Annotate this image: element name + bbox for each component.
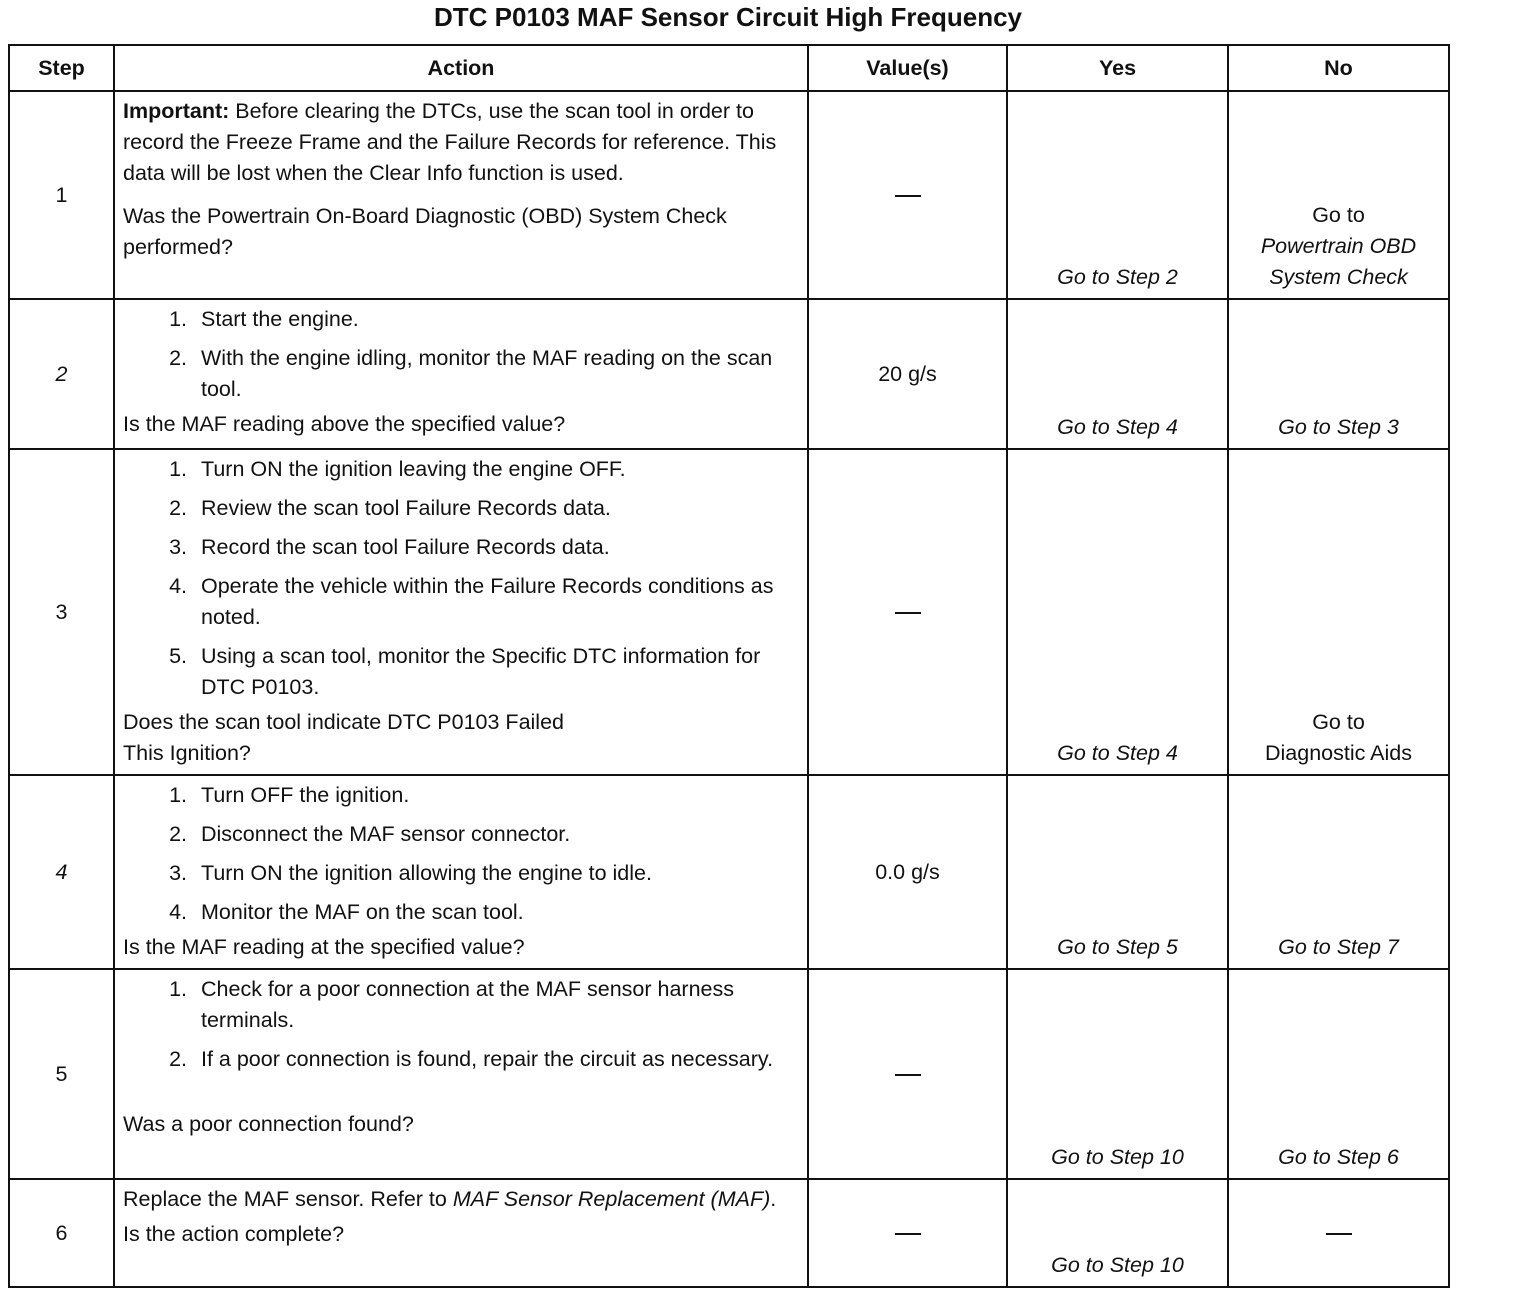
- header-action: Action: [114, 45, 808, 91]
- action-step: 2. With the engine idling, monitor the MAF reading on the scan tool.: [193, 343, 799, 405]
- no-cell[interactable]: [1228, 449, 1449, 775]
- action-steps: [123, 974, 799, 1075]
- no-prefix: Go to: [1312, 203, 1365, 227]
- action-step: 3. Turn ON the ignition allowing the engine to idle.: [193, 858, 799, 889]
- table-row: [9, 775, 1449, 969]
- table-row: [9, 299, 1449, 449]
- value-cell: [808, 91, 1007, 299]
- action-step: 2. If a poor connection is found, repair the circuit as necessary.: [193, 1044, 799, 1075]
- no-cell: [1228, 1179, 1449, 1287]
- step-number: 1: [9, 91, 114, 299]
- diagnostic-table: [8, 44, 1450, 1288]
- spacer: [123, 1077, 799, 1105]
- action-step: 2. Review the scan tool Failure Records data.: [193, 493, 799, 524]
- action-suffix: .: [770, 1187, 777, 1211]
- table-header-row: [9, 45, 1449, 91]
- action-step: 1. Start the engine.: [193, 304, 799, 335]
- action-link[interactable]: MAF Sensor Replacement (MAF): [452, 1187, 771, 1211]
- action-question: Is the MAF reading at the specified value?: [123, 935, 525, 959]
- action-steps: [123, 454, 799, 703]
- no-cell[interactable]: Go to Step 3: [1228, 299, 1449, 449]
- action-step: 1. Turn OFF the ignition.: [193, 780, 799, 811]
- action-steps: [123, 304, 799, 405]
- action-step: 4. Monitor the MAF on the scan tool.: [193, 897, 799, 928]
- question-line: Does the scan tool indicate DTC P0103 Failed: [123, 710, 564, 734]
- yes-cell[interactable]: Go to Step 10: [1007, 1179, 1228, 1287]
- value-dash: [895, 1233, 921, 1235]
- important-note: [123, 96, 799, 189]
- yes-cell[interactable]: Go to Step 2: [1007, 91, 1228, 299]
- action-cell: [114, 449, 808, 775]
- value-cell: [808, 449, 1007, 775]
- value-cell: [808, 1179, 1007, 1287]
- step-number: 3: [9, 449, 114, 775]
- no-cell[interactable]: Go to Step 7: [1228, 775, 1449, 969]
- value-dash: [895, 1074, 921, 1076]
- yes-cell[interactable]: Go to Step 5: [1007, 775, 1228, 969]
- value-dash: [895, 195, 921, 197]
- yes-cell[interactable]: Go to Step 4: [1007, 449, 1228, 775]
- action-text: [123, 1184, 799, 1215]
- no-link[interactable]: Diagnostic Aids: [1265, 741, 1412, 765]
- table-row: [9, 969, 1449, 1179]
- no-cell[interactable]: [1228, 91, 1449, 299]
- action-cell: [114, 299, 808, 449]
- value-dash: [895, 612, 921, 614]
- action-cell: [114, 91, 808, 299]
- header-step: Step: [9, 45, 114, 91]
- action-step: 2. Disconnect the MAF sensor connector.: [193, 819, 799, 850]
- step-number: 6: [9, 1179, 114, 1287]
- yes-cell[interactable]: Go to Step 10: [1007, 969, 1228, 1179]
- table-row: [9, 91, 1449, 299]
- step-number: 5: [9, 969, 114, 1179]
- header-no: No: [1228, 45, 1449, 91]
- table-row: [9, 1179, 1449, 1287]
- action-prefix: Replace the MAF sensor. Refer to: [123, 1187, 453, 1211]
- page-title: DTC P0103 MAF Sensor Circuit High Frequency: [433, 2, 1022, 32]
- action-cell: [114, 1179, 808, 1287]
- important-text: Before clearing the DTCs, use the scan tool in order to record the Freeze Frame and the Failure Records for reference. This data will be lost when the Clear Info function is used.: [123, 99, 777, 185]
- action-question: [123, 707, 799, 769]
- action-question: Was a poor connection found?: [123, 1112, 414, 1136]
- value-cell: 20 g/s: [808, 299, 1007, 449]
- no-prefix: Go to: [1312, 710, 1365, 734]
- action-step: 1. Turn ON the ignition leaving the engine OFF.: [193, 454, 799, 485]
- value-cell: [808, 969, 1007, 1179]
- action-step: 5. Using a scan tool, monitor the Specific DTC information for DTC P0103.: [193, 641, 799, 703]
- no-dash: [1326, 1233, 1352, 1235]
- question-line: This Ignition?: [123, 741, 251, 765]
- no-cell[interactable]: Go to Step 6: [1228, 969, 1449, 1179]
- action-cell: [114, 969, 808, 1179]
- step-number: 4: [9, 775, 114, 969]
- action-question: Was the Powertrain On-Board Diagnostic (OBD) System Check performed?: [123, 204, 727, 259]
- no-link[interactable]: Powertrain OBD System Check: [1260, 234, 1417, 289]
- header-yes: Yes: [1007, 45, 1228, 91]
- action-question: Is the action complete?: [123, 1222, 345, 1246]
- action-steps: [123, 780, 799, 928]
- yes-cell[interactable]: Go to Step 4: [1007, 299, 1228, 449]
- step-number: 2: [9, 299, 114, 449]
- action-step: 3. Record the scan tool Failure Records data.: [193, 532, 799, 563]
- value-cell: 0.0 g/s: [808, 775, 1007, 969]
- table-row: [9, 449, 1449, 775]
- action-cell: [114, 775, 808, 969]
- action-question: Is the MAF reading above the specified value?: [123, 412, 566, 436]
- action-step: 4. Operate the vehicle within the Failure Records conditions as noted.: [193, 571, 799, 633]
- header-values: Value(s): [808, 45, 1007, 91]
- important-label: Important:: [123, 99, 230, 123]
- action-step: 1. Check for a poor connection at the MAF sensor harness terminals.: [193, 974, 799, 1036]
